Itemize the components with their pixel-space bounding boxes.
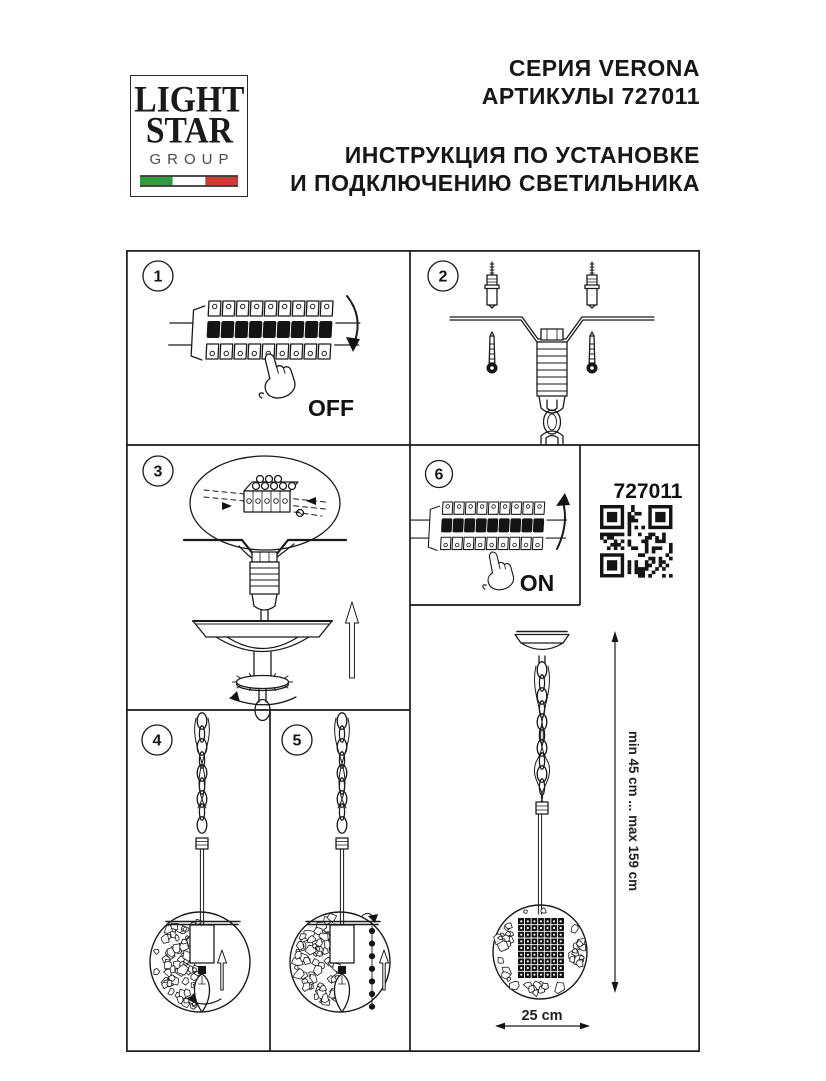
lightstar-logo [130, 75, 248, 197]
lamp-holder [330, 925, 354, 963]
header-instruction-block [290, 141, 700, 197]
header-series-block [482, 54, 700, 110]
height-dimension [612, 631, 641, 993]
ceiling-canopy [193, 621, 332, 652]
step-5-number: 5 [292, 732, 302, 750]
screw-icon [587, 332, 598, 374]
diameter-label: 25 cm [521, 1008, 563, 1024]
step-1-number: 1 [153, 268, 163, 286]
rotate-arrow-icon [230, 697, 296, 705]
step-3-number: 3 [153, 463, 163, 481]
pointing-hand-icon [475, 548, 516, 594]
article-number: 727011 [613, 480, 683, 503]
lamp-holder [190, 925, 214, 963]
wall-plug-icon [485, 262, 499, 308]
terminal-block-detail [204, 476, 326, 517]
qr-code [600, 505, 673, 578]
height-range-label: min 45 cm ... max 159 cm [626, 730, 641, 892]
logo-word-group: GROUP [149, 150, 235, 168]
step-5-panel [282, 713, 390, 1012]
chain [197, 713, 207, 833]
circuit-breaker-icon [409, 502, 567, 550]
step-3-panel [143, 456, 359, 721]
instruction-title-line1: ИНСТРУКЦИЯ ПО УСТАНОВКЕ [344, 142, 700, 168]
on-label: ON [519, 570, 555, 596]
step-6-number: 6 [434, 466, 444, 484]
crystal-bead-grid [518, 918, 564, 978]
assembled-lamp-panel [493, 631, 641, 1029]
arrow-up-icon [380, 950, 389, 990]
logo-word-light: LIGHT [133, 78, 245, 121]
qr-zone [600, 480, 683, 578]
italy-flag-icon [140, 175, 238, 187]
step-4-number: 4 [152, 732, 162, 750]
series-title: СЕРИЯ VERONA [508, 55, 700, 81]
arrow-up-icon [218, 950, 227, 990]
instruction-diagram [126, 250, 700, 1052]
wall-plug-icon [585, 262, 599, 308]
step-1-panel [143, 261, 361, 421]
step-4-panel [142, 713, 250, 1012]
chain-link [541, 431, 563, 444]
mounting-bracket [450, 317, 541, 342]
logo-word-star: STAR [145, 109, 233, 152]
step-2-panel [428, 261, 654, 444]
lock-nut [237, 676, 289, 689]
arrow-down-icon [347, 296, 358, 341]
ceiling-canopy [515, 632, 569, 664]
step-2-number: 2 [438, 268, 448, 286]
article-title: АРТИКУЛЫ 727011 [481, 83, 700, 109]
instruction-title-line2: И ПОДКЛЮЧЕНИЮ СВЕТИЛЬНИКА [290, 170, 700, 196]
circuit-breaker-icon [168, 301, 361, 360]
step-6-panel [409, 461, 570, 597]
chain [537, 662, 547, 795]
chain [337, 713, 347, 833]
screw-icon [487, 332, 498, 374]
crystal-strand [369, 926, 375, 1010]
arrow-up-icon [346, 602, 359, 678]
off-label: OFF [308, 395, 354, 421]
arrow-up-icon [557, 502, 565, 549]
diameter-dimension [495, 1008, 590, 1029]
